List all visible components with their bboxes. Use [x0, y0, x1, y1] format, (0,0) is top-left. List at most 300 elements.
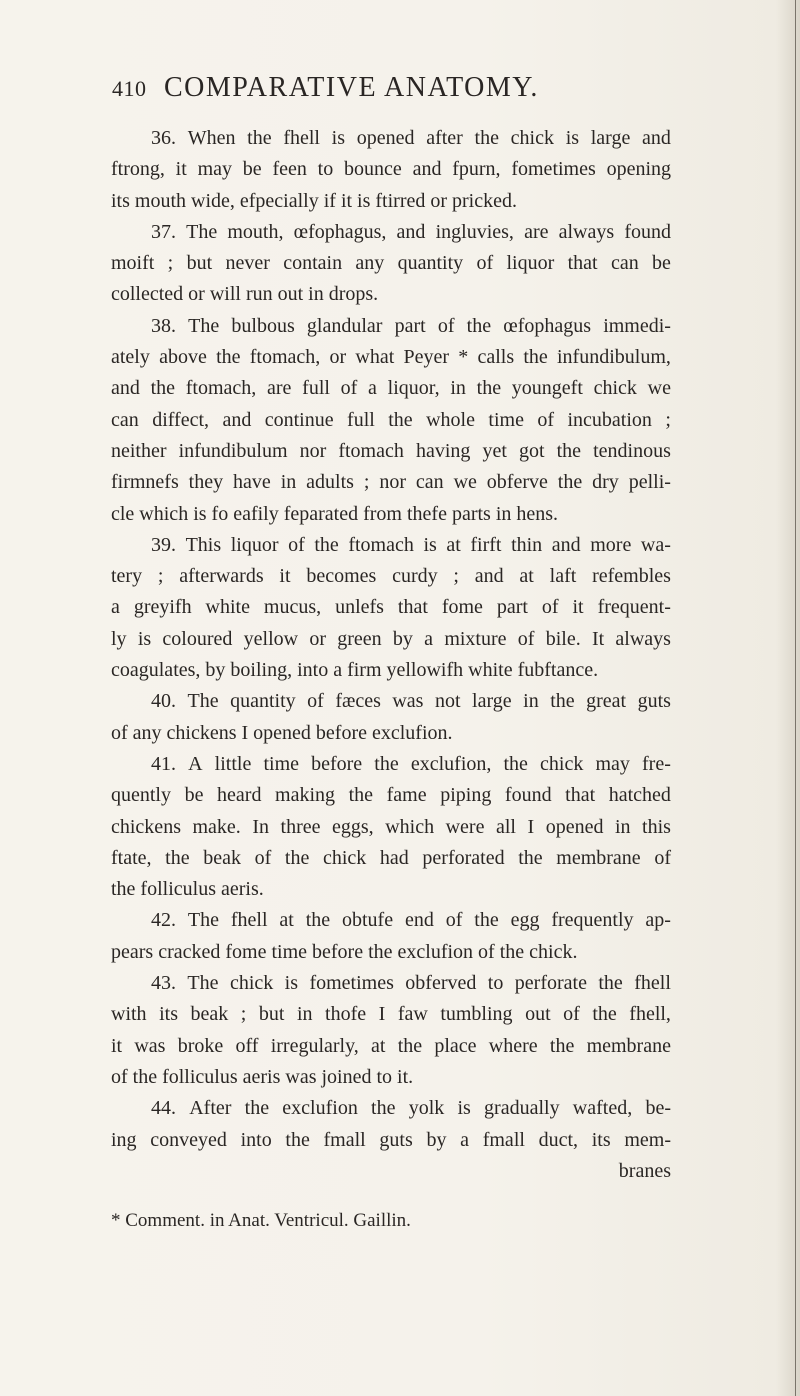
line-word: calls	[477, 346, 515, 369]
line-word: full	[347, 408, 375, 431]
line-word: perforate	[514, 972, 587, 995]
line-word: can	[610, 252, 639, 275]
line-word: beak	[190, 1003, 229, 1026]
line-word: chick	[540, 752, 584, 775]
line-word: nor	[299, 439, 327, 462]
text-line	[111, 342, 671, 373]
line-word: quantity	[397, 252, 464, 275]
line-word: fre-	[642, 752, 671, 775]
line-word: fometimes	[511, 158, 596, 181]
line-word: Peyer	[403, 346, 450, 369]
line-word: heard	[217, 784, 262, 807]
line-word: yet	[482, 439, 507, 462]
line-word: beak	[203, 846, 241, 869]
line-word: the	[374, 752, 399, 775]
line-word: chick	[510, 127, 554, 149]
line-word: of	[254, 846, 272, 869]
line-word: three	[280, 815, 321, 838]
line-word: all	[495, 815, 516, 838]
line-word: afterwards	[179, 565, 264, 588]
line-word: ;	[665, 408, 671, 431]
line-word: I	[527, 815, 535, 838]
line-word: time	[488, 408, 524, 431]
line-word: of	[537, 408, 555, 431]
line-word: with	[111, 1003, 147, 1026]
line-word: hatched	[608, 784, 671, 807]
line-word: of	[541, 596, 559, 619]
line-text: pears cracked fome time before the exclufion of the chick.	[111, 940, 578, 963]
line-word: ately	[111, 346, 150, 369]
line-word: large	[590, 127, 631, 149]
line-word: nor	[379, 471, 406, 494]
line-word: This	[185, 533, 222, 556]
line-word: part	[496, 596, 528, 619]
line-word: of	[563, 1003, 580, 1026]
line-word: the	[474, 909, 499, 932]
line-word: youngeft	[511, 377, 583, 400]
line-word: fhell	[283, 127, 320, 149]
line-word: immedi-	[603, 314, 671, 337]
text-line	[111, 123, 671, 154]
line-word: making	[275, 784, 336, 807]
line-word: they	[188, 471, 224, 494]
line-word: where	[488, 1034, 538, 1057]
line-word: of	[437, 314, 455, 337]
line-word: moift	[111, 252, 155, 275]
line-word: by	[392, 627, 413, 650]
line-word: 40.	[151, 690, 176, 713]
line-word: the	[556, 439, 582, 462]
line-word: tendinous	[593, 439, 671, 462]
line-word: it	[572, 596, 584, 619]
line-word: obferve	[486, 471, 548, 494]
line-word: to	[487, 972, 504, 995]
line-word: is	[284, 972, 299, 995]
line-word: but	[186, 252, 213, 275]
line-word: The	[187, 909, 219, 932]
line-word: was	[134, 1034, 166, 1057]
line-word: great	[586, 690, 627, 713]
text-line	[111, 780, 671, 811]
line-word: the	[150, 377, 176, 400]
text-line	[111, 718, 671, 749]
line-word: ;	[363, 471, 370, 494]
line-word: never	[225, 252, 270, 275]
line-word: chick	[229, 972, 274, 995]
line-text: of any chickens I opened before exclufion.	[111, 721, 453, 744]
line-word: incubation	[567, 408, 652, 431]
line-word: laft	[549, 565, 577, 588]
line-word: piping	[440, 784, 492, 807]
line-text: cle which is fo eafily feparated from thefe parts in hens.	[111, 502, 559, 525]
line-word: the	[476, 377, 502, 400]
text-line	[111, 905, 671, 936]
line-word: ;	[453, 565, 459, 588]
line-word: wa-	[640, 533, 671, 556]
running-title: COMPARATIVE ANATOMY.	[164, 72, 539, 103]
line-word: part	[394, 314, 426, 337]
text-line	[111, 405, 671, 436]
text-line	[111, 749, 671, 780]
line-word: diffect,	[152, 408, 210, 431]
text-line	[111, 937, 671, 968]
line-word: faw	[397, 1003, 428, 1026]
line-word: is	[331, 127, 346, 149]
line-word: obtufe	[342, 909, 394, 932]
line-word: at	[446, 533, 461, 556]
line-word: bounce	[344, 158, 402, 181]
line-word: infundibulum,	[557, 346, 671, 369]
text-line	[111, 248, 671, 279]
line-word: but	[258, 1003, 285, 1026]
line-word: The	[187, 972, 219, 995]
text-line	[111, 655, 671, 686]
line-word: gradually	[484, 1097, 560, 1120]
line-word: green	[337, 627, 382, 650]
line-word: were	[445, 815, 485, 838]
line-word: this	[642, 815, 671, 838]
line-word: and	[222, 408, 252, 431]
text-line	[111, 373, 671, 404]
line-word: ing	[111, 1128, 137, 1151]
line-word: at	[519, 565, 534, 588]
line-word: refembles	[592, 565, 671, 588]
text-line	[111, 812, 671, 843]
line-word: ;	[157, 565, 164, 588]
line-word: opening	[606, 158, 671, 181]
line-word: and	[412, 158, 442, 181]
line-word: may	[595, 752, 630, 775]
line-word: ly	[111, 627, 127, 650]
text-line	[111, 279, 671, 310]
line-word: continue	[264, 408, 334, 431]
line-word: œfophagus	[503, 314, 592, 337]
line-word: time	[263, 752, 299, 775]
text-line	[111, 1125, 671, 1156]
line-word: is	[423, 533, 437, 556]
line-word: a	[111, 596, 120, 619]
line-word: greyifh	[133, 596, 192, 619]
line-word: a	[460, 1128, 470, 1151]
line-word: *	[458, 346, 469, 369]
line-word: mouth,	[227, 220, 284, 243]
line-word: 38.	[151, 314, 176, 337]
line-word: mem-	[624, 1128, 671, 1151]
line-word: thin	[511, 533, 543, 556]
line-word: conveyed	[150, 1128, 227, 1151]
line-word: ftomach	[338, 439, 404, 462]
line-word: yolk	[408, 1097, 445, 1120]
line-word: be	[184, 784, 204, 807]
line-text: its mouth wide, efpecially if it is ftirred or pricked.	[111, 189, 517, 212]
text-line	[111, 999, 671, 1030]
body-text	[111, 123, 671, 1187]
line-word: infundibulum	[178, 439, 288, 462]
line-word: quently	[111, 784, 171, 807]
line-word: be	[242, 158, 262, 181]
line-word: the	[503, 752, 528, 775]
line-word: be-	[645, 1097, 671, 1120]
page-edge	[795, 0, 796, 1396]
line-word: we	[453, 471, 477, 494]
line-word: that	[565, 784, 596, 807]
line-word: obferved	[405, 972, 477, 995]
line-word: fame	[386, 784, 427, 807]
line-word: guts	[637, 690, 671, 713]
line-word: membrane	[556, 846, 641, 869]
line-word: ftomach	[348, 533, 414, 556]
line-word: the	[523, 346, 548, 369]
line-word: of	[517, 627, 535, 650]
text-line	[111, 436, 671, 467]
text-line	[111, 1031, 671, 1062]
text-line	[111, 217, 671, 248]
text-line	[111, 686, 671, 717]
line-word: 37.	[151, 220, 176, 243]
text-line	[111, 154, 671, 185]
line-word: pelli-	[628, 471, 671, 494]
line-word: whole	[426, 408, 475, 431]
line-word: perforated	[422, 846, 505, 869]
line-word: white	[205, 596, 250, 619]
line-word: the	[314, 533, 339, 556]
footnote: * Comment. in Anat. Ventricul. Gaillin.	[111, 1210, 411, 1231]
line-word: ftrong,	[111, 158, 165, 181]
line-word: is	[565, 127, 580, 149]
line-word: guts	[379, 1128, 413, 1151]
line-word: thofe	[325, 1003, 367, 1026]
line-text: branes	[618, 1159, 671, 1182]
line-word: got	[518, 439, 545, 462]
line-word: and	[551, 533, 581, 556]
line-word: 42.	[151, 909, 176, 932]
line-word: dry	[592, 471, 619, 494]
line-word: fpurn,	[452, 158, 501, 181]
line-word: the	[348, 784, 374, 807]
line-text: collected or will run out in drops.	[111, 283, 379, 306]
line-word: found	[624, 220, 671, 243]
line-word: and	[396, 220, 426, 243]
line-word: the	[305, 909, 331, 932]
line-word: mixture	[444, 627, 507, 650]
line-word: and	[474, 565, 504, 588]
line-word: are	[524, 220, 549, 243]
line-word: bile.	[545, 627, 581, 650]
line-word: firft	[470, 533, 502, 556]
line-word: of	[445, 909, 463, 932]
line-word: exclufion	[282, 1097, 358, 1120]
line-word: firmnefs	[111, 471, 179, 494]
line-word: fhell	[230, 909, 268, 932]
line-word: broke	[177, 1034, 224, 1057]
line-word: fometimes	[309, 972, 394, 995]
line-word: duct,	[538, 1128, 579, 1151]
line-word: off	[235, 1034, 259, 1057]
page-number: 410	[112, 76, 147, 101]
line-word: adults	[306, 471, 354, 494]
line-word: is	[457, 1097, 471, 1120]
line-word: a	[424, 627, 434, 650]
line-word: ftate,	[111, 846, 152, 869]
line-word: the	[598, 972, 623, 995]
line-word: in	[296, 1003, 313, 1026]
line-word: at	[279, 909, 294, 932]
line-word: ftomach,	[185, 377, 257, 400]
line-word: 41.	[151, 752, 176, 775]
line-word: opened	[356, 127, 415, 149]
line-word: 39.	[151, 533, 176, 556]
line-word: frequent-	[597, 596, 671, 619]
text-line	[111, 592, 671, 623]
line-word: the	[165, 846, 190, 869]
line-word: in	[280, 471, 297, 494]
line-word: above	[159, 346, 207, 369]
line-word: contain	[283, 252, 343, 275]
line-word: what	[355, 346, 395, 369]
line-word: large	[472, 690, 512, 713]
line-word: that	[397, 596, 428, 619]
line-word: I	[378, 1003, 386, 1026]
line-word: always	[615, 627, 671, 650]
line-word: When	[187, 127, 236, 149]
line-word: It	[591, 627, 605, 650]
line-word: in	[523, 690, 539, 713]
line-word: in	[450, 377, 466, 400]
line-word: of	[476, 252, 494, 275]
line-word: unlefs	[335, 596, 384, 619]
line-word: the	[550, 690, 575, 713]
line-word: having	[415, 439, 471, 462]
line-word: fæces	[335, 690, 381, 713]
line-word: by	[426, 1128, 447, 1151]
line-word: 44.	[151, 1097, 176, 1120]
line-word: liquor,	[387, 377, 440, 400]
line-word: chick	[593, 377, 637, 400]
line-word: or	[309, 627, 326, 650]
line-word: and	[111, 377, 140, 400]
line-word: into	[240, 1128, 272, 1151]
text-line	[111, 968, 671, 999]
line-text: the folliculus aeris.	[111, 878, 264, 901]
line-word: that	[567, 252, 598, 275]
text-line	[111, 1156, 671, 1187]
line-word: liquor	[230, 533, 279, 556]
line-word: the	[388, 408, 413, 431]
line-word: are	[267, 377, 292, 400]
text-line	[111, 1062, 671, 1093]
line-word: more	[590, 533, 632, 556]
text-line	[111, 1093, 671, 1124]
line-word: any	[355, 252, 385, 275]
line-word: the	[244, 1097, 270, 1120]
line-word: little	[214, 752, 252, 775]
line-word: after	[426, 127, 463, 149]
line-word: can	[415, 471, 444, 494]
line-word: The	[187, 690, 219, 713]
line-word: always	[558, 220, 615, 243]
line-word: the	[284, 846, 310, 869]
line-word: its	[591, 1128, 611, 1151]
line-word: fmall	[323, 1128, 366, 1151]
line-word: opened	[545, 815, 604, 838]
line-word: place	[434, 1034, 477, 1057]
line-word: in	[614, 815, 631, 838]
line-word: the	[549, 1034, 575, 1057]
line-word: it	[111, 1034, 123, 1057]
line-word: coloured	[162, 627, 233, 650]
line-word: the	[474, 127, 499, 149]
line-word: at	[371, 1034, 386, 1057]
line-word: glandular	[306, 314, 383, 337]
line-word: chickens	[111, 815, 181, 838]
line-word: liquor	[506, 252, 555, 275]
line-word: the	[557, 471, 583, 494]
line-word: is	[137, 627, 152, 650]
line-word: of	[307, 690, 324, 713]
line-word: of	[654, 846, 671, 869]
line-word: irregularly,	[270, 1034, 359, 1057]
line-word: fhell	[634, 972, 671, 995]
line-word: out	[525, 1003, 551, 1026]
line-word: 43.	[151, 972, 176, 995]
text-line	[111, 311, 671, 342]
line-word: found	[504, 784, 552, 807]
line-word: the	[466, 314, 492, 337]
line-word: The	[186, 220, 218, 243]
line-word: ;	[240, 1003, 247, 1026]
line-word: 36.	[151, 127, 176, 149]
line-word: mucus,	[263, 596, 322, 619]
text-line	[111, 624, 671, 655]
line-word: exclufion,	[410, 752, 492, 775]
line-word: fome	[441, 596, 483, 619]
line-word: the	[592, 1003, 617, 1026]
line-word: it	[279, 565, 291, 588]
line-word: may	[197, 158, 233, 181]
line-word: neither	[111, 439, 167, 462]
line-word: full	[302, 377, 330, 400]
line-word: bulbous	[231, 314, 295, 337]
line-word: fhell,	[629, 1003, 671, 1026]
line-word: end	[404, 909, 434, 932]
line-word: and	[642, 127, 671, 149]
line-word: it	[175, 158, 187, 181]
line-word: the	[285, 1128, 310, 1151]
line-word: In	[252, 815, 269, 838]
line-text: of the folliculus aeris was joined to it.	[111, 1065, 414, 1088]
text-line	[111, 561, 671, 592]
line-word: tery	[111, 565, 143, 588]
line-word: its	[159, 1003, 178, 1026]
line-word: egg	[510, 909, 540, 932]
line-word: tumbling	[440, 1003, 513, 1026]
line-word: chick	[322, 846, 367, 869]
text-line	[111, 467, 671, 498]
line-word: yellow	[243, 627, 299, 650]
line-word: œfophagus,	[293, 220, 387, 243]
line-word: not	[434, 690, 461, 713]
line-word: After	[189, 1097, 232, 1120]
text-line	[111, 843, 671, 874]
line-word: we	[647, 377, 671, 400]
line-word: make.	[192, 815, 241, 838]
line-text: coagulates, by boiling, into a firm yellowifh white fubftance.	[111, 659, 599, 682]
line-word: fmall	[482, 1128, 525, 1151]
line-word: membrane	[586, 1034, 671, 1057]
line-word: ap-	[645, 909, 671, 932]
line-word: ftomach,	[249, 346, 321, 369]
line-word: the	[518, 846, 543, 869]
